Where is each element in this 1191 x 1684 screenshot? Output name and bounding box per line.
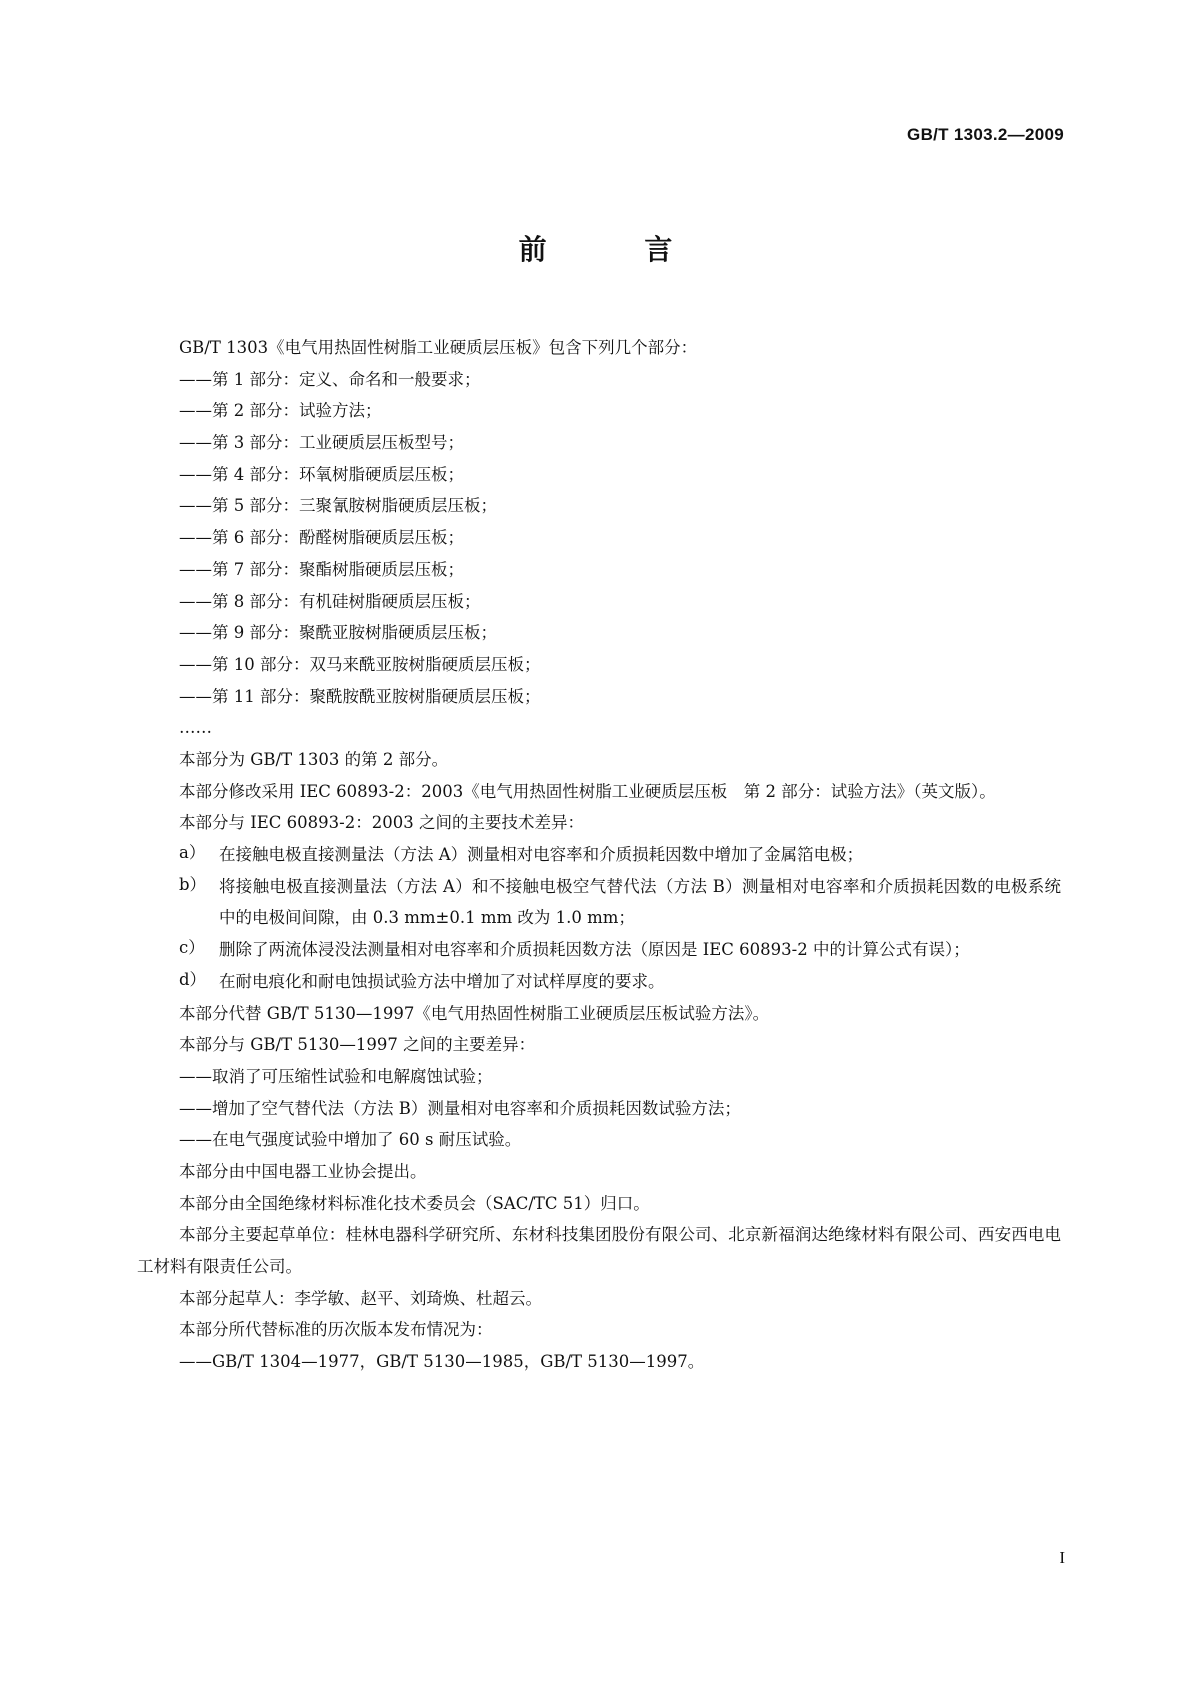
diff-item-c <box>137 934 1061 966</box>
foreword-body <box>137 332 1061 1378</box>
part-item: ——第 2 部分：试验方法； <box>179 401 382 421</box>
ellipsis: …… <box>179 718 212 738</box>
part-of-paragraph: 本部分为 GB/T 1303 的第 2 部分。 <box>179 749 449 769</box>
list-text: 将接触电极直接测量法（方法 A）和不接触电极空气替代法（方法 B）测量相对电容率和介质损耗因数的电极系统中的电极间间隙，由 0.3 mm±0.1 mm 改为 1.0 mm； <box>219 876 1061 928</box>
list-marker: b） <box>179 874 207 894</box>
history-intro-paragraph: 本部分所代替标准的历次版本发布情况为： <box>179 1320 493 1340</box>
main-diff-paragraph: 本部分与 GB/T 5130—1997 之间的主要差异： <box>179 1035 536 1055</box>
part-item: ——第 6 部分：酚醛树脂硬质层压板； <box>179 528 464 548</box>
part-item: ——第 8 部分：有机硅树脂硬质层压板； <box>179 591 481 611</box>
drafters-paragraph: 本部分起草人：李学敏、赵平、刘琦焕、杜超云。 <box>179 1288 542 1308</box>
part-item: ——第 4 部分：环氧树脂硬质层压板； <box>179 464 464 484</box>
replace-paragraph: 本部分代替 GB/T 5130—1997《电气用热固性树脂工业硬质层压板试验方法》。 <box>179 1003 770 1023</box>
drafting-units-paragraph: 本部分主要起草单位：桂林电器科学研究所、东材科技集团股份有限公司、北京新福润达绝缘材料有限公司、西安西电电工材料有限责任公司。 <box>137 1225 1061 1277</box>
main-diff-item: ——取消了可压缩性试验和电解腐蚀试验； <box>179 1066 493 1086</box>
list-text: 在接触电极直接测量法（方法 A）测量相对电容率和介质损耗因数中增加了金属箔电极； <box>219 845 864 865</box>
intro-paragraph: GB/T 1303《电气用热固性树脂工业硬质层压板》包含下列几个部分： <box>179 338 698 357</box>
list-marker: d） <box>179 969 207 989</box>
list-marker: a） <box>179 843 206 863</box>
standard-code: GB/T 1303.2—2009 <box>907 125 1064 144</box>
diff-item-a <box>137 839 1061 871</box>
part-item: ——第 9 部分：聚酰亚胺树脂硬质层压板； <box>179 623 497 643</box>
part-item: ——第 1 部分：定义、命名和一般要求； <box>179 369 481 389</box>
page-title: 前 言 <box>518 233 717 266</box>
main-diff-item: ——增加了空气替代法（方法 B）测量相对电容率和介质损耗因数试验方法； <box>179 1098 741 1118</box>
list-text: 在耐电痕化和耐电蚀损试验方法中增加了对试样厚度的要求。 <box>219 971 665 991</box>
history-item: ——GB/T 1304—1977，GB/T 5130—1985，GB/T 5130—1997。 <box>179 1352 705 1372</box>
list-text: 删除了两流体浸没法测量相对电容率和介质损耗因数方法（原因是 IEC 60893-2 中的计算公式有误）； <box>219 940 970 960</box>
part-item: ——第 7 部分：聚酯树脂硬质层压板； <box>179 559 464 579</box>
diff-item-d <box>137 966 1061 998</box>
list-marker: c） <box>179 938 205 958</box>
part-item: ——第 3 部分：工业硬质层压板型号； <box>179 433 464 453</box>
diff-item-b <box>137 871 1061 934</box>
page-number: I <box>1059 1548 1065 1567</box>
proposed-paragraph: 本部分由中国电器工业协会提出。 <box>179 1161 427 1181</box>
main-diff-item: ——在电气强度试验中增加了 60 s 耐压试验。 <box>179 1130 522 1150</box>
centralized-paragraph: 本部分由全国绝缘材料标准化技术委员会（SAC/TC 51）归口。 <box>179 1193 650 1213</box>
modify-paragraph: 本部分修改采用 IEC 60893-2：2003《电气用热固性树脂工业硬质层压板 第 2 部分：试验方法》（英文版）。 <box>179 781 996 801</box>
part-item: ——第 10 部分：双马来酰亚胺树脂硬质层压板； <box>179 654 541 674</box>
part-item: ——第 5 部分：三聚氰胺树脂硬质层压板； <box>179 496 497 516</box>
diff-intro-paragraph: 本部分与 IEC 60893-2：2003 之间的主要技术差异： <box>179 813 584 833</box>
part-item: ——第 11 部分：聚酰胺酰亚胺树脂硬质层压板； <box>179 686 541 706</box>
